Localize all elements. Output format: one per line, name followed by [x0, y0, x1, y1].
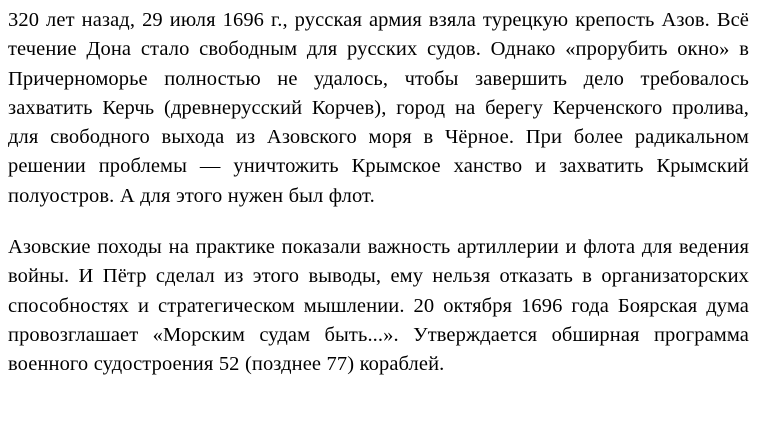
paragraph-2: Азовские походы на практике показали важность артиллерии и флота для ведения войны. И Пётр сделал из этого выводы, ему нельзя отказать в организаторских способностях и стратегическом мышлении. 20 октября 1696 года Боярская дума провозглашает «Морским судам быть...». Утверждается обширная программа военного судостроения 52 (позднее 77) кораблей.: [8, 236, 749, 376]
paragraph-1: 320 лет назад, 29 июля 1696 г., русская армия взяла турецкую крепость Азов. Всё течение Дона стало свободным для русских судов. Однако «прорубить окно» в Причерноморье полностью не удалось, чтобы завершить дело требовалось захватить Керчь (древнерусский Корчев), город на берегу Керченского пролива, для свободного выхода из Азовского моря в Чёрное. При более радикальном решении проблемы — уничтожить Крымское ханство и захватить Крымский полуостров. А для этого нужен был флот.: [8, 9, 749, 207]
